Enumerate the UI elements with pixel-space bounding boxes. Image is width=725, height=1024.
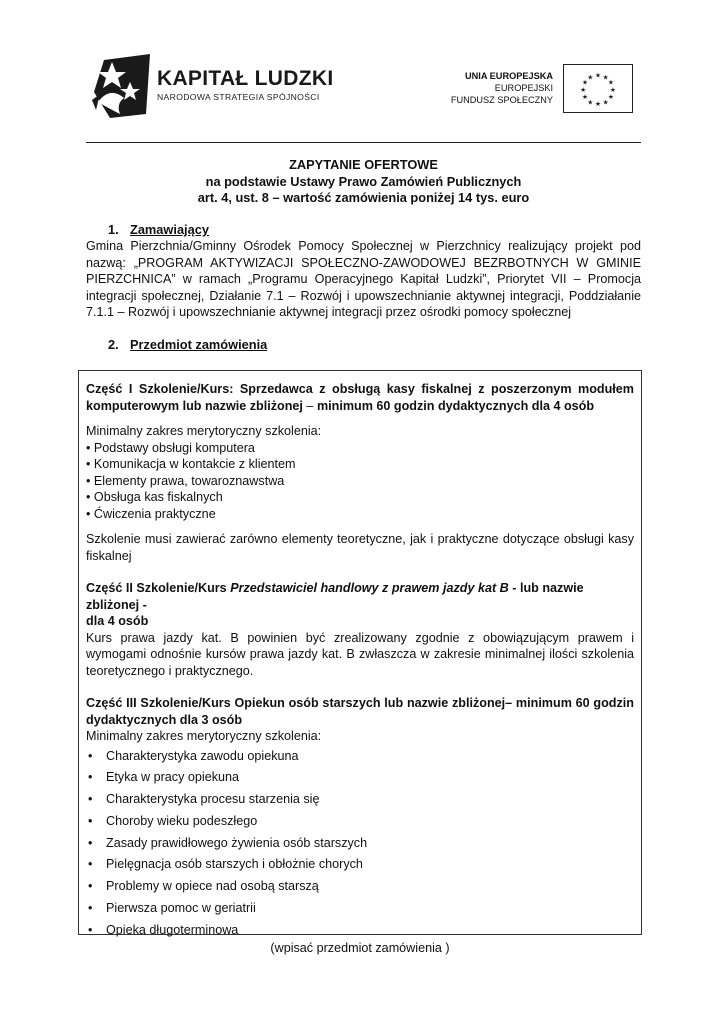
part-3-scope: Minimalny zakres merytoryczny szkolenia: [86,729,322,743]
svg-text:★: ★ [602,73,609,82]
list-item: • Elementy prawa, towaroznawstwa [86,473,285,488]
list-item: • Pielęgnacja osób starszych i obłożnie chorych [88,857,363,872]
part-2-body: Kurs prawa jazdy kat. B powinien być zrealizowany zgodnie z obowiązującym prawem i wymogami odnośnie kursów prawa jazdy kat. B zwłaszcza w zakresie minimalnej ilości szkolenia teoretycznego i praktycznego. [86,630,634,678]
title-line-3: art. 4, ust. 8 – wartość zamówienia poniżej 14 tys. euro [197,190,530,206]
part-1-title: Część I Szkolenie/Kurs: Sprzedawca z obsługą kasy fiskalnej z poszerzonym modułem komputerowym lub nazwie zbliżonej – minimum 60 godzin dydaktycznych dla 4 osób [86,382,634,413]
part-1-list [86,440,634,523]
part-3-list [86,748,634,940]
box-footer-note: (wpisać przedmiot zamówienia ) [270,940,450,955]
list-item: • Etyka w pracy opiekuna [88,770,240,785]
section-2-number: 2. [108,337,119,352]
eu-line-2: EUROPEJSKI [494,82,553,93]
section-1-label: Zamawiający [130,222,209,237]
list-item: • Charakterystyka procesu starzenia się [88,792,320,807]
section-1-body: Gmina Pierzchnia/Gminny Ośrodek Pomocy Społecznej w Pierzchnicy realizujący projekt pod nazwą: „PROGRAM AKTYWIZACJI SPOŁECZNO-ZAWODOWEJ BEZRBOTNYCH W GMINIE PIERZCHNICA” w ramach „Programu Operacyjnego Kapitał Ludzki”, Priorytet VII – Promocja integracji społecznej, Działanie 7.1 – Rozwój i upowszechnianie aktywnej integracji, Poddziałanie 7.1.1 – Rozwój i upowszechnianie aktywnej integracji przez ośrodki pomocy społecznej [86,239,641,319]
title-line-1: ZAPYTANIE OFERTOWE [289,157,438,172]
kapital-ludzki-title: KAPITAŁ LUDZKI [157,67,334,90]
kapital-ludzki-logo [90,52,154,120]
title-line-2: na podstawie Ustawy Prawo Zamówień Publicznych [205,173,522,189]
svg-text:★: ★ [582,78,589,87]
section-1-number: 1. [108,222,119,237]
list-item: • Charakterystyka zawodu opiekuna [88,748,299,763]
svg-text:★: ★ [607,78,614,87]
svg-text:★: ★ [587,73,594,82]
svg-text:★: ★ [582,93,589,102]
svg-text:★: ★ [594,71,602,80]
list-item: • Zasady prawidłowego żywienia osób starszych [88,835,368,850]
eu-fund-label [440,71,553,106]
list-item: • Problemy w opiece nad osobą starszą [88,879,319,894]
svg-text:★: ★ [609,85,616,94]
svg-text:★: ★ [587,98,594,107]
document-title [86,157,641,207]
eu-line-3: FUNDUSZ SPOŁECZNY [450,94,553,105]
part-1-scope: Minimalny zakres merytoryczny szkolenia: [86,424,322,438]
section-2-heading [108,337,267,354]
kapital-ludzki-subtitle: NARODOWA STRATEGIA SPÓJNOŚCI [157,92,320,102]
part-3-title: Część III Szkolenie/Kurs Opiekun osób starszych lub nazwie zbliżonej– minimum 60 godzin dydaktycznych dla 3 osób [86,696,634,727]
list-item: • Komunikacja w kontakcie z klientem [86,457,296,471]
list-item: • Ćwiczenia praktyczne [86,506,216,521]
eu-flag-icon [563,64,633,113]
svg-text:★: ★ [602,98,609,107]
part-2-title: Część II Szkolenie/Kurs Przedstawiciel handlowy z prawem jazdy kat B - lub nazwie zbliżonej - dla 4 osób [86,581,584,628]
section-2-label: Przedmiot zamówienia [130,337,268,352]
list-item: • Pierwsza pomoc w geriatrii [88,901,256,916]
header-divider [86,142,641,143]
list-item: • Obsługa kas fiskalnych [86,490,223,504]
svg-text:★: ★ [607,93,614,102]
page-header [0,0,725,145]
svg-text:★: ★ [594,100,602,109]
svg-text:★: ★ [580,85,587,94]
list-item: • Choroby wieku podeszłego [88,813,258,828]
eu-line-1: UNIA EUROPEJSKA [465,71,553,81]
section-1-heading [108,222,209,239]
list-item: • Podstawy obsługi komputera [86,440,255,455]
list-item: • Opieka długoterminowa [88,922,239,937]
order-subject-box [78,370,642,955]
part-1-note: Szkolenie musi zawierać zarówno elementy teoretyczne, jak i praktyczne dotyczące obsługi kasy fiskalnej [86,532,634,563]
